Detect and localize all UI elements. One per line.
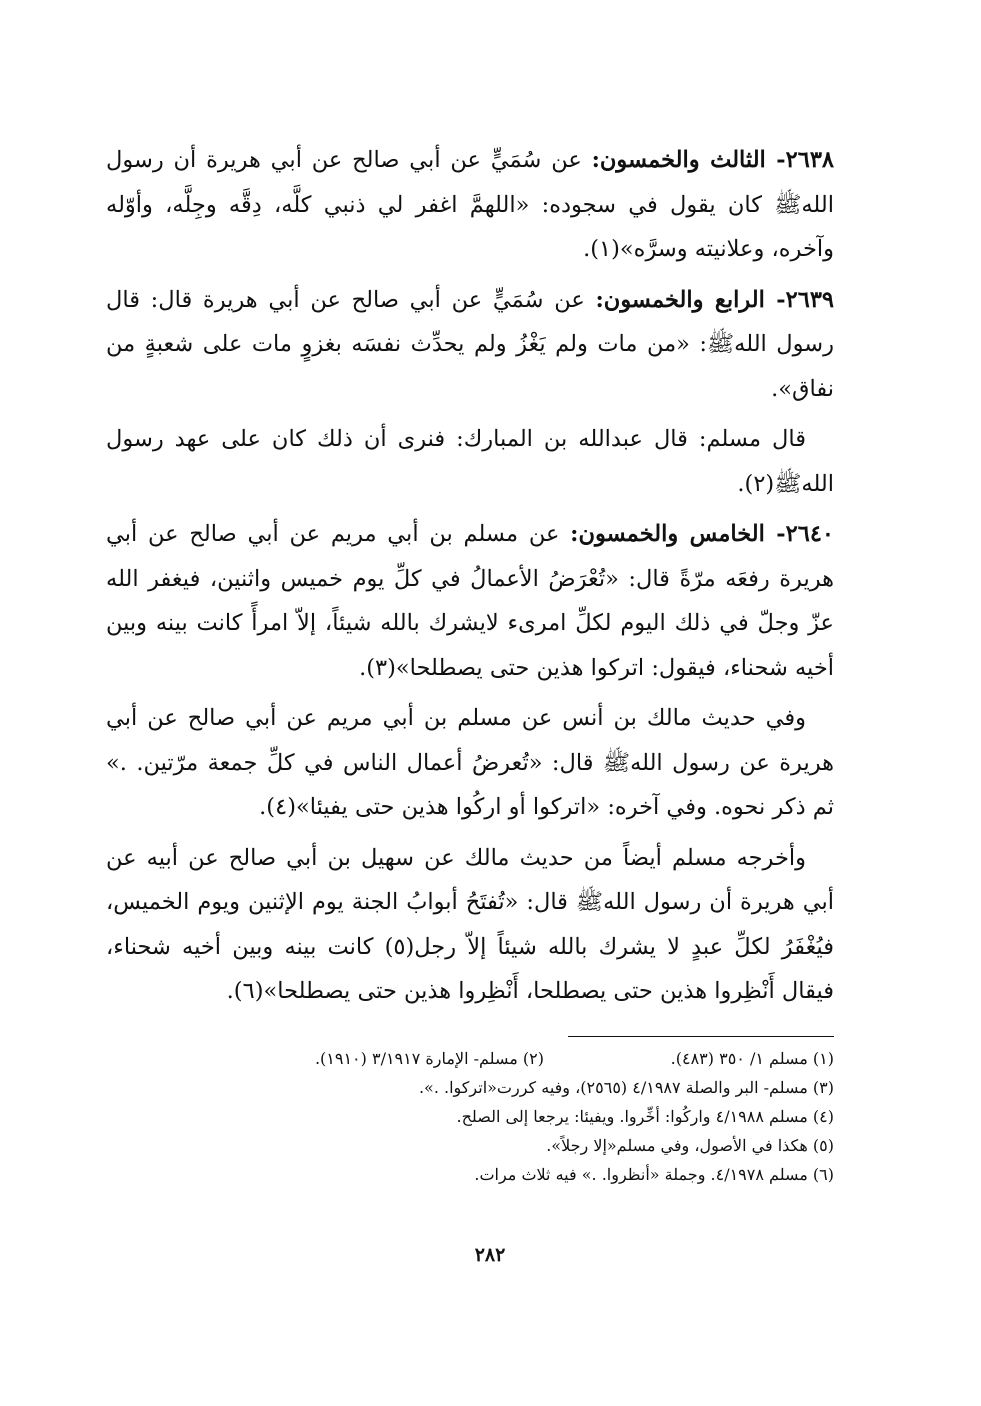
hadith-heading: - الخامس والخمسون: <box>570 521 786 547</box>
hadith-number: ٢٦٣٨ <box>785 147 834 173</box>
hadith-paragraph-2640 <box>106 512 834 690</box>
hadith-text: عن سُمَيٍّ عن أبي صالح عن أبي هريرة قال: قال رسول اللهﷺ: «من مات ولم يَغْزُ ولم يحدِّث نفسَه بغزوٍ مات على شعبةٍ من نفاق». <box>106 286 834 402</box>
footnotes <box>160 1044 834 1189</box>
main-text <box>106 138 834 1020</box>
hadith-heading: - الثالث والخمسون: <box>591 147 786 173</box>
commentary-text: وفي حديث مالك بن أنس عن مسلم بن أبي مريم عن أبي صالح عن أبي هريرة عن رسول اللهﷺ قال: «تُعرضُ أعمال الناس في كلِّ جمعة مرّتين. .» ثم ذكر نحوه. وفي آخره: «اتركوا أو اركُوا هذين حتى يفيئا»(٤). <box>106 705 834 820</box>
hadith-paragraph-2638 <box>106 138 834 272</box>
page-number: ٢٨٢ <box>474 1244 506 1266</box>
footnote-5: (٥) هكذا في الأصول، وفي مسلم«إلا رجلاً». <box>546 1136 834 1155</box>
footnote-divider <box>568 1036 834 1037</box>
footnote-2: (٢) مسلم- الإمارة ٣/١٩١٧ (١٩١٠). <box>314 1049 544 1068</box>
footnote-6: (٦) مسلم ٤/١٩٧٨. وجملة «أنظروا. .» فيه ثلاث مرات. <box>474 1165 834 1184</box>
hadith-text: عن مسلم بن أبي مريم عن أبي صالح عن أبي هريرة رفعَه مرّةً قال: «تُعْرَضُ الأعمالُ في كلِّ يوم خميس واثنين، فيغفر الله عزّ وجلّ في ذلك اليوم لكلِّ امرىء لايشرك بالله شيئاً، إلاّ امرأً كانت بينه وبين أخيه شحناء، فيقول: اتركوا هذين حتى يصطلحا»(٣). <box>106 521 834 681</box>
footnote-3: (٣) مسلم- البر والصلة ٤/١٩٨٧ (٢٥٦٥)، وفيه كررت«اتركوا. .». <box>418 1078 834 1097</box>
footnote-row <box>160 1044 834 1073</box>
footnote-1: (١) مسلم ١/ ٣٥٠ (٤٨٣). <box>670 1049 834 1068</box>
hadith-paragraph-2639 <box>106 278 834 412</box>
hadith-text: عن سُمَيٍّ عن أبي صالح عن أبي هريرة أن رسول اللهﷺ كان يقول في سجوده: «اللهمَّ اغفر لي ذنبي كلَّه، دِقَّه وجِلَّه، وأوّله وآخره، وعلانيته وسرَّه»(١). <box>106 147 834 262</box>
hadith-number: ٢٦٣٩ <box>785 286 834 313</box>
commentary-paragraph <box>106 417 834 506</box>
hadith-number: ٢٦٤٠ <box>785 521 834 547</box>
commentary-paragraph <box>106 836 834 1014</box>
commentary-text: وأخرجه مسلم أيضاً من حديث مالك عن سهيل بن أبي صالح عن أبيه عن أبي هريرة أن رسول اللهﷺ قال: «تُفتَحُ أبوابُ الجنة يوم الإثنين ويوم الخميس، فيُغْفَرُ لكلِّ عبدٍ لا يشرك بالله شيئاً إلاّ رجل(٥) كانت بينه وبين أخيه شحناء، فيقال أَنْظِروا هذين حتى يصطلحا، أَنْظِروا هذين حتى يصطلحا»(٦). <box>106 844 834 1004</box>
commentary-text: قال مسلم: قال عبدالله بن المبارك: فنرى أن ذلك كان على عهد رسول اللهﷺ(٢). <box>106 426 834 497</box>
commentary-paragraph <box>106 696 834 830</box>
footnote-4: (٤) مسلم ٤/١٩٨٨ واركُوا: أخِّروا. ويفيئا: يرجعا إلى الصلح. <box>456 1107 834 1126</box>
hadith-heading: - الرابع والخمسون: <box>595 286 786 313</box>
